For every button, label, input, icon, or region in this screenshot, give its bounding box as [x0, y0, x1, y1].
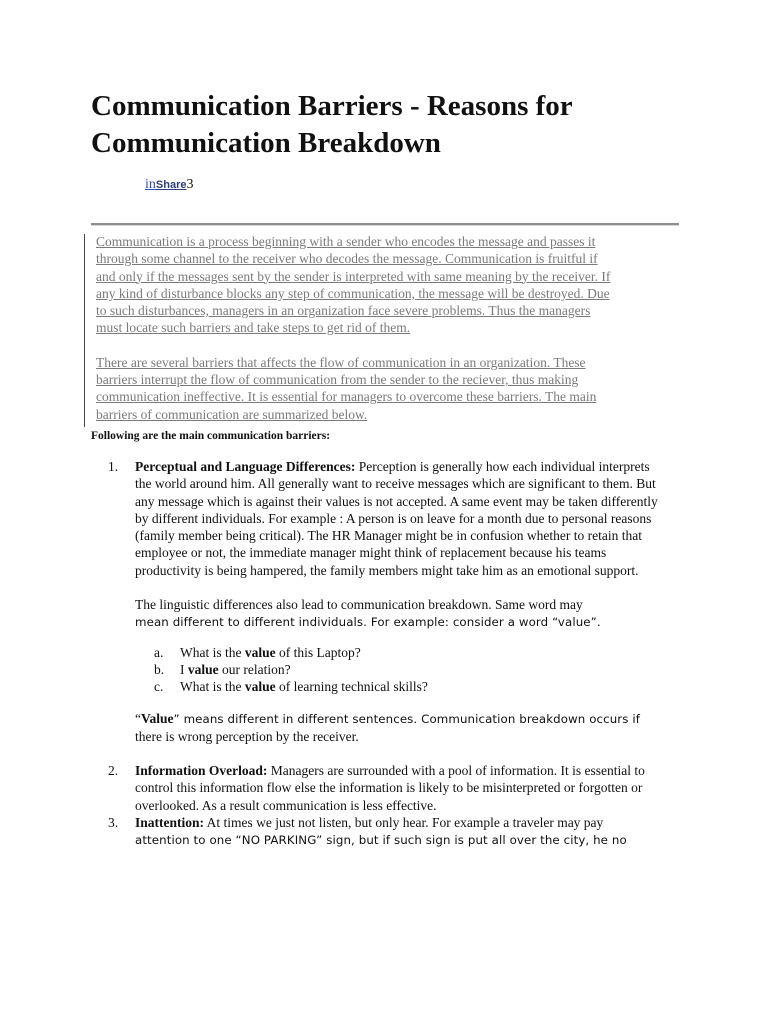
item-body: At times we just not listen, but only hear. For example a traveler may pay — [204, 815, 604, 831]
share-button[interactable]: Share — [155, 179, 187, 191]
horizontal-divider — [91, 223, 679, 226]
page-title: Communication Barriers - Reasons for Communication Breakdown — [91, 90, 573, 159]
item-paragraph: “Value” means different in different sentences. Communication breakdown occurs if there is wrong perception by the receiver. — [135, 710, 640, 744]
linkedin-share-widget[interactable] — [145, 176, 193, 194]
item-heading: Perceptual and Language Differences: — [135, 459, 356, 474]
sublist-letter: c. — [154, 679, 164, 695]
item-heading: Inattention: — [135, 815, 205, 831]
sublist-item: b. I value our relation? — [154, 661, 291, 677]
list-number: 3. — [108, 815, 119, 831]
sublist-item: a. What is the value of this Laptop? — [154, 644, 361, 660]
item-body: Managers are surrounded with a pool of information. It is essential to control this information flow else the information is likely to be misinterpreted or forgotten or overlooked. As a result communication is less effective. — [135, 763, 645, 813]
sublist-letter: b. — [154, 661, 165, 677]
item-body: Perception is generally how each individual interprets the world around him. All generally want to receive messages which are significant to them. But any message which is against their values is not accepted. A same event may be taken differently by different individuals. For example : A person is on leave for a month due to personal reasons (family member being critical). The HR Manager might be in confusion whether to retain that employee or not, the immediate manager might think of replacement because his teams productivity is being hampered, the family members might take him as an emotional support. — [135, 459, 658, 578]
sublist-letter: a. — [154, 644, 164, 660]
intro-paragraph-2: There are several barriers that affects the flow of communication in an organization. These barriers interrupt the flow of communication from the sender to the reciever, thus making communication ineffective. It is essential for managers to overcome these barriers. The main barriers of communication are summarized below. — [96, 354, 597, 422]
sublist-item: c. What is the value of learning technical skills? — [154, 679, 428, 695]
intro-paragraph-1: Communication is a process beginning with a sender who encodes the message and passes it through some channel to the receiver who decodes the message. Communication is fruitful if and only if the messages sent by the sender is interpreted with same meaning by the receiver. If any kind of disturbance blocks any step of communication, the message will be destroyed. Due to such disturbances, managers in an organization face severe problems. Thus the managers must locate such barriers and take steps to get rid of them. — [96, 234, 611, 336]
list-number: 2. — [108, 763, 119, 779]
list-item — [108, 458, 668, 745]
list-item — [108, 762, 668, 814]
example-sublist — [135, 644, 668, 696]
list-number: 1. — [108, 459, 119, 474]
intro-blockquote — [96, 233, 686, 440]
linkedin-icon[interactable]: in — [145, 177, 156, 192]
item-paragraph — [135, 762, 668, 814]
item-paragraph: The linguistic differences also lead to communication breakdown. Same word may mean different to different individuals. For example: consider a word “value”. — [135, 597, 601, 630]
list-item — [108, 814, 668, 850]
list-intro-heading: Following are the main communication barriers: — [91, 430, 331, 442]
blockquote-bar — [84, 234, 85, 427]
barriers-list — [108, 458, 668, 850]
item-heading: Information Overload: — [135, 763, 268, 779]
item-paragraph — [135, 458, 668, 579]
share-count: 3 — [186, 177, 194, 192]
item-paragraph: Inattention: At times we just not listen, but only hear. For example a traveler may pay attention to one “NO PARKING” sign, but if such sign is put all over the city, he no — [135, 815, 627, 848]
